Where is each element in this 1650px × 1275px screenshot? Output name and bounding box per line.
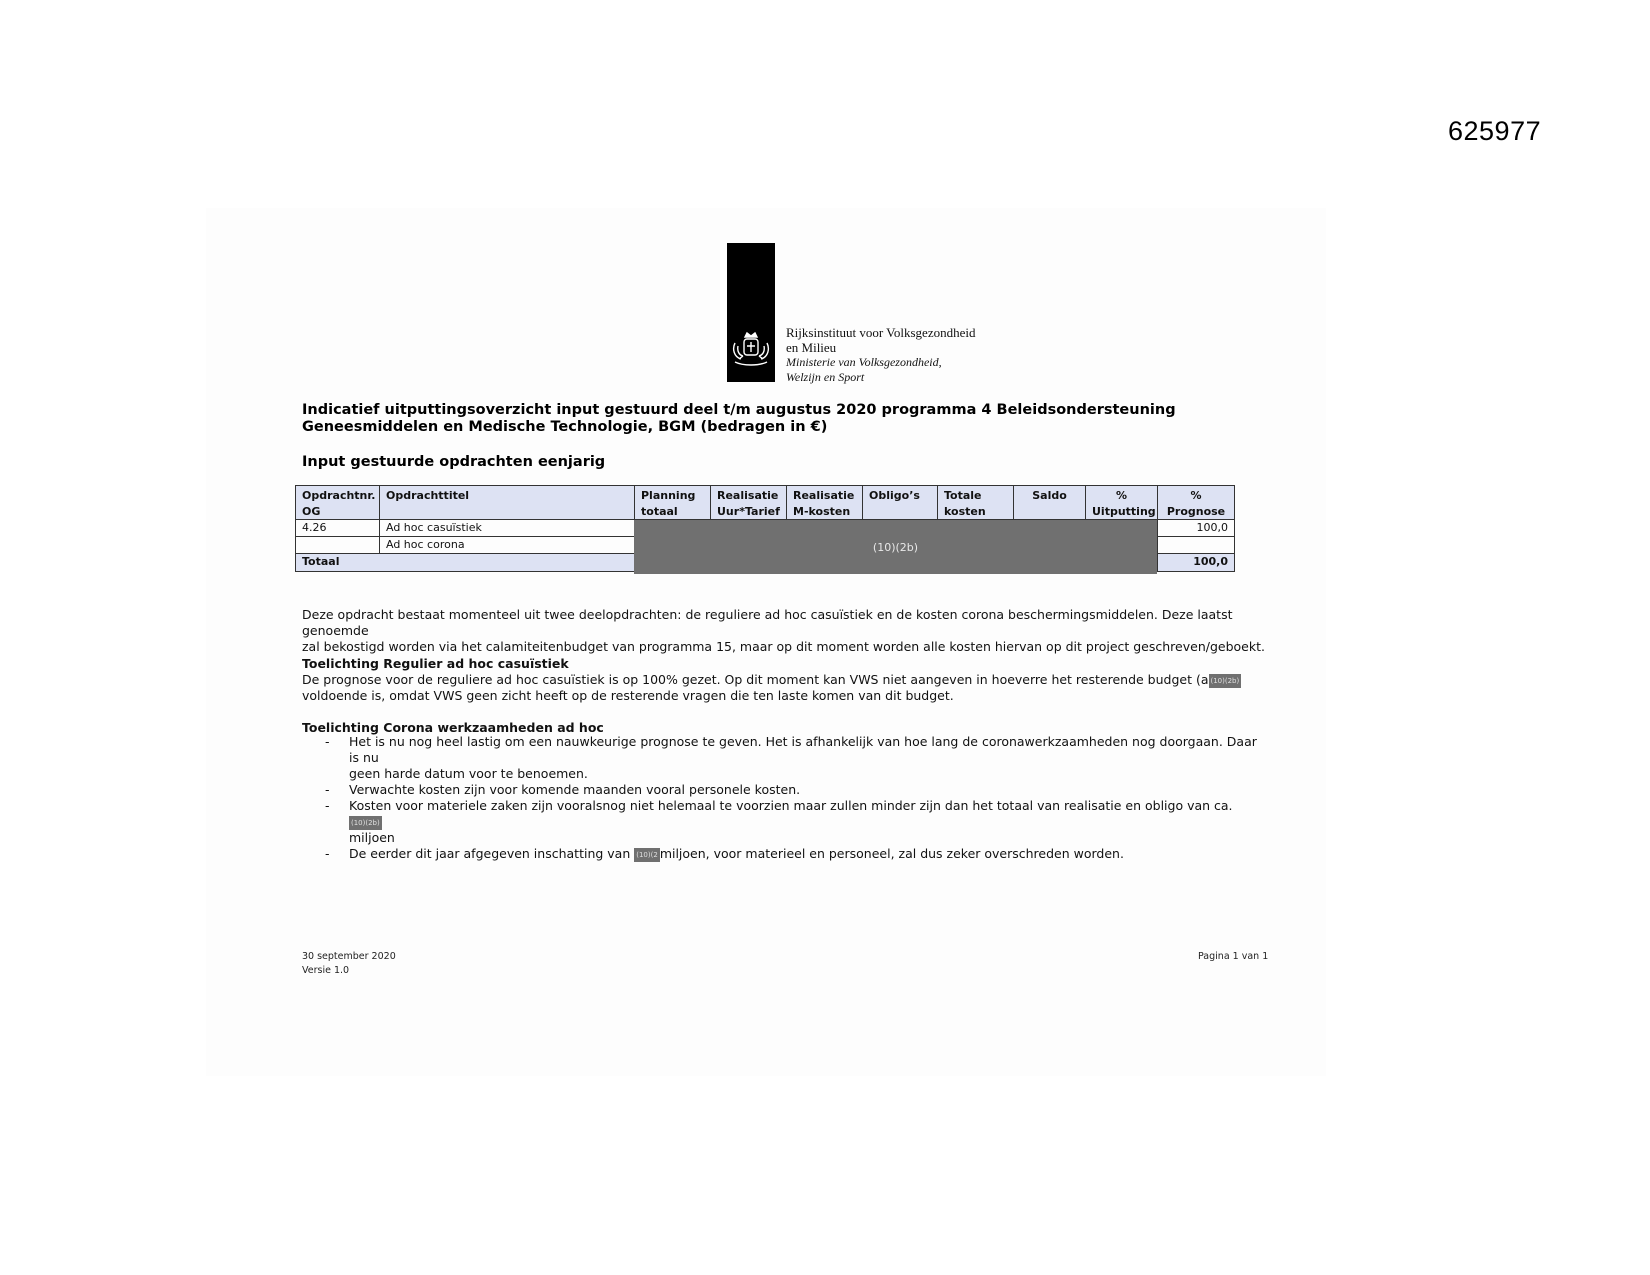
row-1-title: Ad hoc casuïstiek: [379, 519, 635, 537]
row-2-nr: [295, 536, 380, 554]
footer-version: Versie 1.0: [302, 965, 350, 976]
footer-date: 30 september 2020: [302, 951, 396, 962]
list-item: - Het is nu nog heel lastig om een nauwkeurige prognose te geven. Het is afhankelijk van hoe lang de coronawerkzaamheden nog doorgaan. Daar is nu geen harde datum voor te benoemen.: [325, 734, 1260, 782]
org-line-4: Welzijn en Sport: [786, 370, 865, 384]
header-opdrachttitel: Opdrachttitel: [379, 485, 635, 520]
section-title: Input gestuurde opdrachten eenjarig: [302, 454, 606, 470]
corona-bullet-list: [325, 734, 1260, 862]
corona-heading: Toelichting Corona werkzaamheden ad hoc: [302, 720, 604, 735]
header-totale-kosten: Totale kosten: [937, 485, 1014, 520]
list-item: - Verwachte kosten zijn voor komende maanden vooral personele kosten.: [325, 782, 1260, 798]
regulier-line-1: De prognose voor de reguliere ad hoc casuïstiek is op 100% gezet. Op dit moment kan VWS niet aangeven in hoeverre het resterende budget (a (10)(2b): [302, 672, 1240, 687]
title-line-1: Indicatief uitputtingsoverzicht input gestuurd deel t/m augustus 2020 programma 4 Beleidsondersteuning: [302, 402, 1176, 418]
header-prognose: % Prognose: [1157, 485, 1235, 520]
redaction-inline: (10)(2: [634, 848, 660, 862]
header-realisatie-uur: Realisatie Uur*Tarief: [710, 485, 787, 520]
row-2-title: Ad hoc corona: [379, 536, 635, 554]
row-1-prognose: 100,0: [1157, 519, 1235, 537]
document-number: 625977: [1448, 116, 1542, 146]
regulier-section: [302, 656, 1302, 704]
budget-table: [295, 485, 1236, 575]
list-item: - Kosten voor materiele zaken zijn vooralsnog niet helemaal te voorzien maar zullen minder zijn dan het totaal van realisatie en obligo van ca. (10)(2b) miljoen: [325, 798, 1260, 846]
redaction-label: (10)(2b): [872, 540, 919, 554]
intro-line-1: Deze opdracht bestaat momenteel uit twee deelopdrachten: de reguliere ad hoc casuïstiek en de kosten corona beschermingsmiddelen. Deze laatst genoemde: [302, 607, 1233, 638]
org-line-2: en Milieu: [786, 340, 837, 355]
org-line-1: Rijksinstituut voor Volksgezondheid: [786, 325, 976, 340]
redaction-inline: (10)(2b): [1209, 674, 1242, 688]
org-line-3: Ministerie van Volksgezondheid,: [786, 355, 942, 369]
row-1-nr: 4.26: [295, 519, 380, 537]
header-opdrachtnr: Opdrachtnr. OG: [295, 485, 380, 520]
footer-page-number: Pagina 1 van 1: [1198, 951, 1269, 962]
total-label: Totaal: [295, 553, 635, 572]
redaction-inline: (10)(2b): [349, 816, 382, 830]
organization-name: [786, 325, 975, 385]
title-line-2: Geneesmiddelen en Medische Technologie, BGM (bedragen in €): [302, 419, 828, 435]
intro-paragraph: [302, 607, 1302, 655]
redaction-block: [634, 520, 1157, 574]
regulier-line-2: voldoende is, omdat VWS geen zicht heeft op de resterende vragen die ten laste komen van dit budget.: [302, 688, 954, 703]
header-planning: Planning totaal: [634, 485, 711, 520]
total-prognose: 100,0: [1157, 553, 1235, 572]
regulier-heading: Toelichting Regulier ad hoc casuïstiek: [302, 656, 569, 671]
header-realisatie-m: Realisatie M-kosten: [786, 485, 863, 520]
intro-line-2: zal bekostigd worden via het calamiteitenbudget van programma 15, maar op dit moment worden alle kosten hiervan op dit project geschreven/geboekt.: [302, 639, 1265, 654]
list-item: - De eerder dit jaar afgegeven inschatting van (10)(2 miljoen, voor materieel en personeel, zal dus zeker overschreden worden.: [325, 846, 1260, 862]
document-title: [302, 402, 1176, 436]
header-uitputting: % Uitputting: [1085, 485, 1158, 520]
crest-icon: [729, 329, 773, 373]
header-saldo: Saldo: [1013, 485, 1086, 520]
footer-left: [302, 950, 396, 978]
header-obligos: Obligo’s: [862, 485, 938, 520]
row-2-prognose: [1157, 536, 1235, 554]
